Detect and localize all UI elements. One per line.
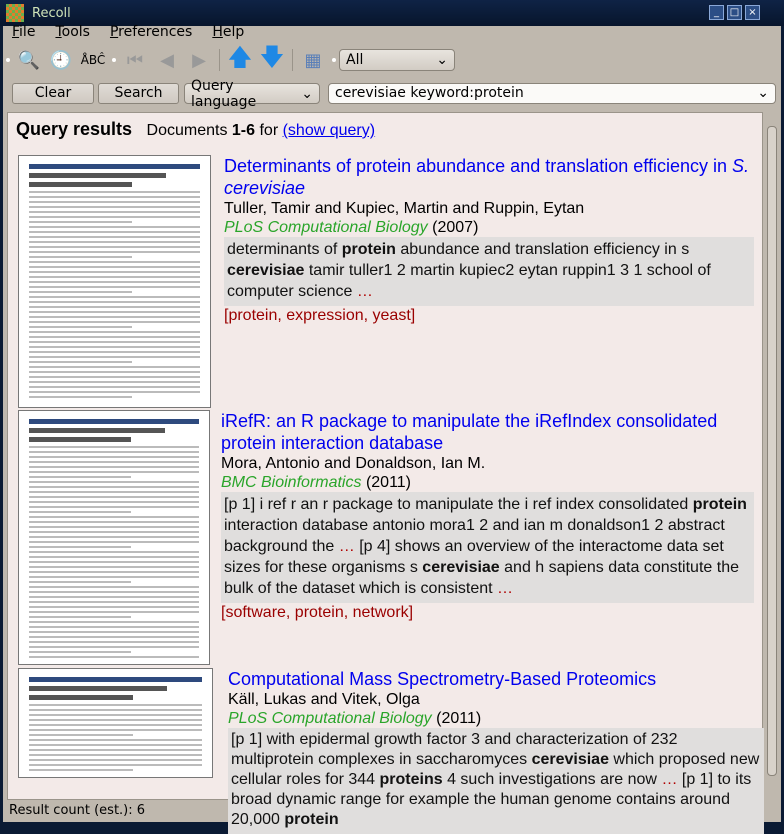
documents-range: 1-6 [231, 122, 256, 139]
snippet-text: [p 1] to its broad dynamic range for example the human genome contains around 20,000 [231, 771, 752, 828]
filter-value: All [346, 52, 364, 68]
result-source [221, 473, 754, 492]
result-snippet [228, 728, 764, 834]
menu-item[interactable] [3, 24, 46, 42]
toolbar-separator [292, 49, 293, 71]
menu-mnemonic: F [12, 24, 20, 40]
result-authors: Käll, Lukas and Vitek, Olga [228, 691, 420, 708]
show-query-link[interactable]: (show query) [282, 122, 376, 139]
recoll-app-icon [6, 4, 24, 22]
highlighted-term: cerevisiae [227, 262, 305, 279]
query-input-value: cerevisiae keyword:protein [335, 85, 524, 101]
snippet-text: and h sapiens data constitute the bulk of the dataset which is consistent [224, 559, 739, 597]
snippet-text: [p 1] with epidermal growth factor 3 and characterization of 232 multiprotein complexes in saccharomyces [231, 731, 678, 768]
minimize-button[interactable]: _ [709, 5, 724, 20]
menu-label: ools [61, 24, 90, 40]
result-snippet [224, 237, 754, 306]
previous-page-icon[interactable]: ◀ [160, 49, 174, 71]
menu-label: ile [19, 24, 36, 40]
close-button[interactable]: × [745, 5, 760, 20]
result-source [224, 218, 754, 237]
menu-label: elp [222, 24, 245, 40]
menu-bar [3, 24, 255, 42]
snippet-ellipsis: … [338, 538, 360, 555]
menu-item[interactable] [46, 24, 101, 42]
document-thumbnail[interactable] [18, 668, 213, 778]
window-title: Recoll [32, 5, 71, 21]
result-title-link[interactable] [221, 410, 754, 454]
history-clock-icon[interactable]: 🕘 [49, 49, 73, 71]
query-preview-icon[interactable]: 🔍 [17, 49, 41, 71]
result-journal: BMC Bioinformatics [221, 474, 362, 491]
next-page-icon[interactable]: ▶ [192, 49, 206, 71]
result-keywords: [protein, expression, yeast] [224, 307, 416, 324]
toolbar-separator [219, 49, 220, 71]
snippet-ellipsis: … [356, 283, 373, 300]
query-mode-select[interactable] [184, 77, 320, 110]
first-page-icon[interactable]: ⏮ [126, 49, 144, 71]
recoll-window [3, 0, 781, 828]
document-thumbnail[interactable] [18, 410, 210, 665]
query-mode-value: Query language [191, 77, 257, 110]
results-header [16, 119, 375, 140]
highlighted-term: protein [692, 496, 747, 513]
toolbar-grip[interactable] [332, 58, 336, 62]
search-button[interactable]: Search [98, 83, 179, 104]
snippet-text: determinants of [227, 241, 342, 258]
results-heading: Query results [16, 119, 133, 139]
title-bar [0, 0, 784, 26]
query-input[interactable] [328, 83, 776, 104]
snippet-ellipsis: … [497, 580, 514, 597]
highlighted-term: cerevisiae [422, 559, 500, 576]
status-bar: Result count (est.): 6 [9, 803, 146, 818]
menu-mnemonic: T [55, 24, 62, 40]
spelling-abc-icon[interactable]: ÅBĈ [80, 53, 106, 67]
snippet-text: [p 4] shows an overview of the interactome data set sizes for these organisms s [224, 538, 724, 576]
result-title: iRefR: an R package to manipulate the iRefIndex consolidated protein interaction database [221, 411, 718, 453]
highlighted-term: proteins [379, 771, 443, 788]
clear-button[interactable]: Clear [12, 83, 94, 104]
result-title-italic: S. cerevisiae [224, 156, 749, 198]
result-authors: Tuller, Tamir and Kupiec, Martin and Ruppin, Eytan [224, 200, 585, 217]
highlighted-term: cerevisiae [531, 751, 609, 768]
toolbar [3, 44, 781, 76]
result-year: (2011) [436, 710, 482, 727]
toolbar-grip[interactable] [6, 58, 10, 62]
sort-up-arrow-icon[interactable]: 🡅 [227, 42, 253, 71]
result-journal: PLoS Computational Biology [224, 219, 428, 236]
results-scrollbar[interactable] [765, 122, 779, 800]
scrollbar-thumb[interactable] [767, 126, 777, 776]
chevron-down-icon: ⌄ [301, 85, 313, 102]
menu-mnemonic: P [109, 24, 119, 40]
snippet-text: [p 1] i ref r an r package to manipulate the i ref index consolidated [224, 496, 693, 513]
result-keywords: [software, protein, network] [221, 604, 414, 621]
highlighted-term: protein [341, 241, 396, 258]
document-thumbnail[interactable] [18, 155, 211, 408]
result-title-link[interactable] [228, 668, 764, 690]
chevron-down-icon: ⌄ [436, 52, 448, 68]
documents-label: Documents [146, 122, 228, 139]
filter-select[interactable] [339, 49, 455, 71]
menu-mnemonic: H [212, 24, 223, 40]
menu-item[interactable] [101, 24, 203, 42]
result-year: (2007) [432, 219, 479, 236]
snippet-text: which proposed new cellular roles for 344 [231, 751, 760, 788]
snippet-text: interaction database antonio mora1 2 and ian m donaldson1 2 abstract background the [224, 517, 725, 555]
result-journal: PLoS Computational Biology [228, 710, 432, 727]
result-title-link[interactable] [224, 155, 754, 199]
for-label: for [259, 122, 279, 139]
chevron-down-icon[interactable]: ⌄ [757, 85, 769, 101]
toolbar-grip[interactable] [112, 58, 116, 62]
result-authors: Mora, Antonio and Donaldson, Ian M. [221, 455, 486, 472]
result-year: (2011) [365, 474, 411, 491]
result-title: Computational Mass Spectrometry-Based Proteomics [228, 669, 657, 689]
sort-down-arrow-icon[interactable]: 🡇 [259, 42, 285, 71]
snippet-ellipsis: … [661, 771, 682, 788]
menu-label: references [118, 24, 193, 40]
spreadsheet-view-icon[interactable]: ▦ [304, 49, 322, 71]
highlighted-term: protein [284, 811, 339, 828]
snippet-text: abundance and translation efficiency in s [395, 241, 690, 258]
maximize-button[interactable]: □ [727, 5, 742, 20]
snippet-text: 4 such investigations are now [442, 771, 662, 788]
result-source [228, 709, 764, 728]
snippet-text: tamir tuller1 2 martin kupiec2 eytan ruppin1 3 1 school of computer science [227, 262, 711, 300]
result-snippet [221, 492, 754, 603]
result-title: Determinants of protein abundance and translation efficiency in [224, 156, 732, 176]
